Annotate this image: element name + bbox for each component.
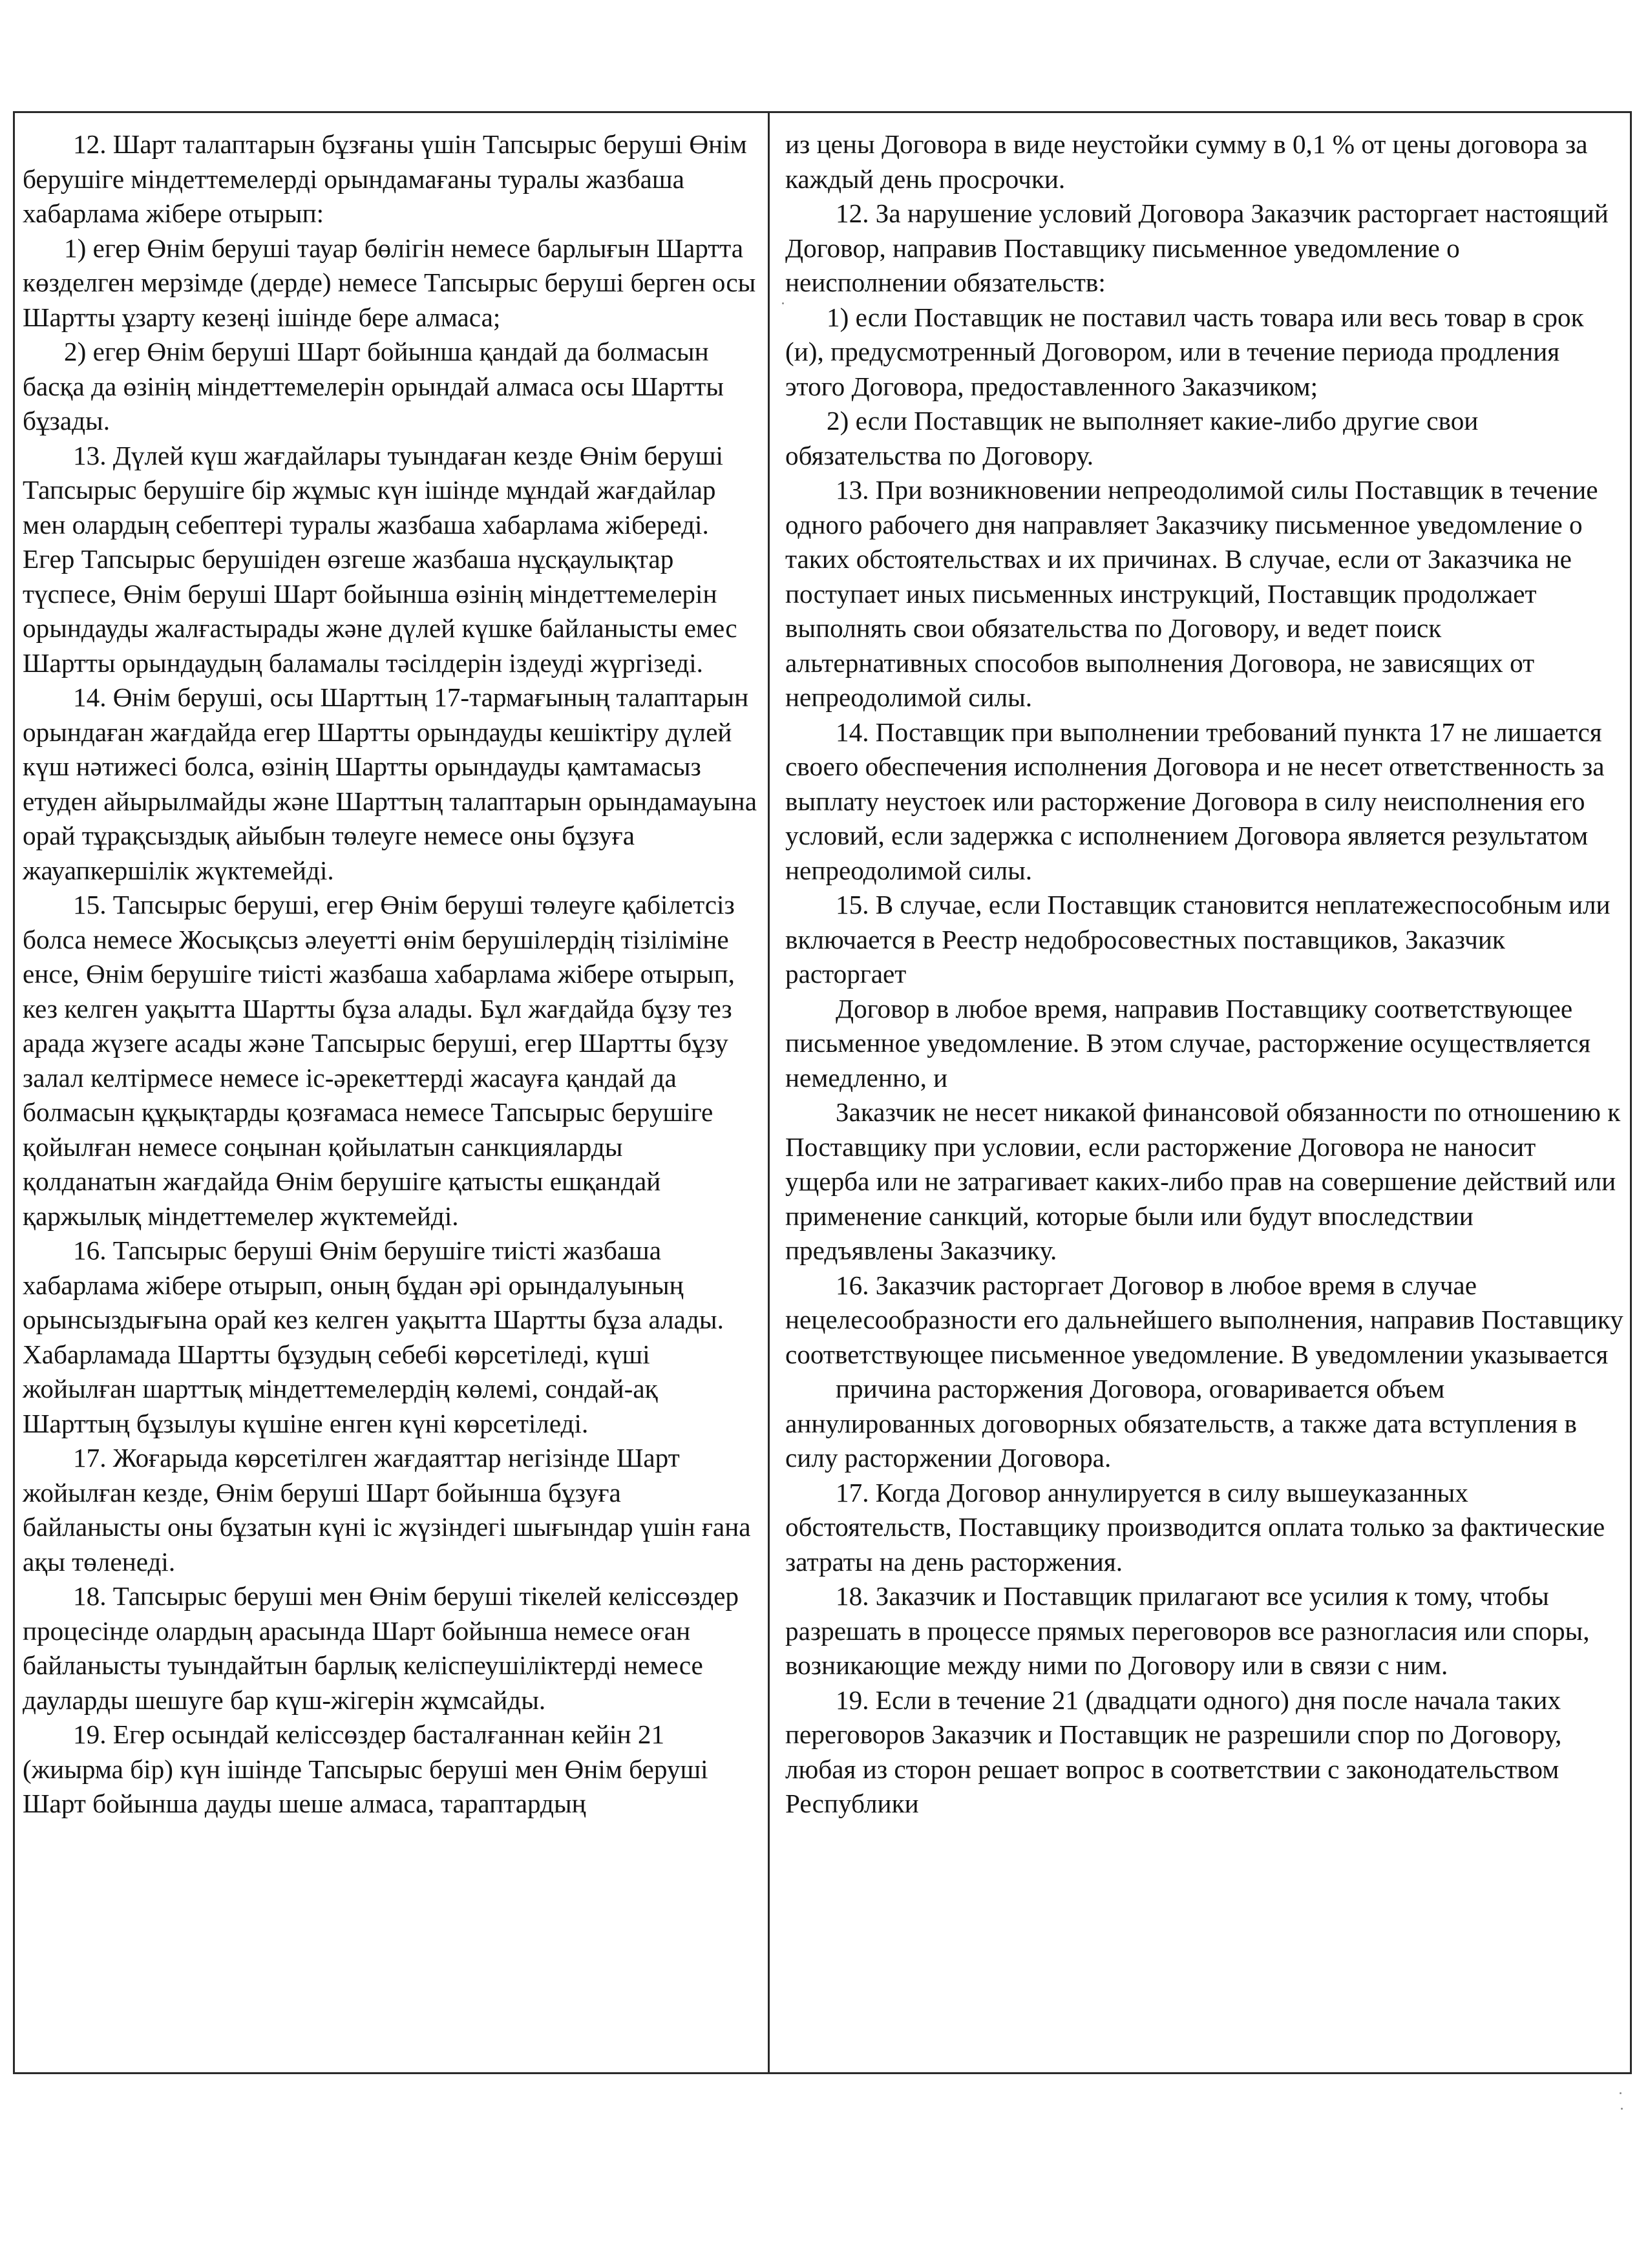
russian-paragraph: 12. За нарушение условий Договора Заказчик расторгает настоящий Договор, направив Поставщику письменное уведомление о неисполнении обязательств: xyxy=(785,198,1609,297)
russian-text-column xyxy=(770,113,1630,2072)
russian-paragraph: Договор в любое время, направив Поставщику соответствующее письменное уведомление. В этом случае, расторжение осуществляется немедленно, и xyxy=(785,993,1591,1093)
russian-paragraph: 2) если Поставщик не выполняет какие-либо другие свои обязательства по Договору. xyxy=(785,406,1479,470)
russian-paragraph: 18. Заказчик и Поставщик прилагают все усилия к тому, чтобы разрешать в процессе прямых переговоров все разногласия или споры, возникающие между ними по Договору или в связи с ним. xyxy=(785,1581,1590,1680)
kazakh-paragraph: 1) егер Өнім беруші тауар бөлігін немесе барлығын Шартта көзделген мерзімде (дерде) немесе Тапсырыс беруші берген осы Шартты ұзарту кезеңі ішінде бере алмаса; xyxy=(23,233,756,332)
russian-paragraph: 16. Заказчик расторгает Договор в любое время в случае нецелесообразности его дальнейшего выполнения, направив Поставщику соответствующее письменное уведомление. В уведомлении указывается xyxy=(785,1270,1623,1369)
kazakh-paragraph: 14. Өнім беруші, осы Шарттың 17-тармағының талаптарын орындаған жағдайда егер Шартты орындауды кешіктіру дүлей күш нәтижесі болса, өзінің Шартты орындауды қамтамасыз етуден айырылмайды және Шарттың талаптарын орындамауына орай тұрақсыздық айыбын төлеуге немесе оны бұзуға жауапкершілік жүктемейді. xyxy=(23,682,757,885)
scan-speck xyxy=(1620,2092,1622,2094)
russian-paragraph: Заказчик не несет никакой финансовой обязанности по отношению к Поставщику при условии, если расторжение Договора не наносит ущерба или не затрагивает каких-либо прав на совершение действий или применение санкций, которые были или будут впоследствии предъявлены Заказчику. xyxy=(785,1097,1621,1265)
russian-paragraph: причина расторжения Договора, оговаривается объем аннулированных договорных обязательств, а также дата вступления в силу расторжении Договора. xyxy=(785,1374,1577,1473)
kazakh-paragraph: 18. Тапсырыс беруші мен Өнім беруші тікелей келіссөздер процесінде олардың арасында Шарт бойынша немесе оған байланысты туындайтын барлық келіспеушіліктерді немесе дауларды шешуге бар күш-жігерін жұмсайды. xyxy=(23,1581,739,1715)
russian-paragraph: 19. Если в течение 21 (двадцати одного) дня после начала таких переговоров Заказчик и Поставщик не разрешили спор по Договору, любая из сторон решает вопрос в соответствии с законодательством Республики xyxy=(785,1685,1562,1818)
bilingual-contract-table xyxy=(13,111,1632,2074)
kazakh-paragraph: 15. Тапсырыс беруші, егер Өнім беруші төлеуге қабілетсіз болса немесе Жосықсыз әлеуетті өнім берушілердің тізіліміне енсе, Өнім берушіге тиісті жазбаша хабарлама жібере отырып, кез келген уақытта Шартты бұза алады. Бұл жағдайда бұзу тез арада жүзеге асады және Тапсырыс беруші, егер Шартты бұзу залал келтірмесе немесе іс-әрекеттерді жасауға қандай да болмасын құқықтарды қозғамаса немесе Тапсырыс берушіге қойылған немесе соңынан қойылатын санкцияларды қолданатын жағдайда Өнім берушіге қатысты ешқандай қаржылық міндеттемелер жүктемейді. xyxy=(23,890,735,1231)
kazakh-paragraph: 17. Жоғарыда көрсетілген жағдаяттар негізінде Шарт жойылған кезде, Өнім беруші Шарт бойынша бұзуға байланысты оны бұзатын күні іс жүзіндегі шығындар үшін ғана ақы төленеді. xyxy=(23,1443,751,1577)
russian-paragraph: 1) если Поставщик не поставил часть товара или весь товар в срок (и), предусмотренный Договором, или в течение периода продления этого Договора, предоставленного Заказчиком; xyxy=(785,302,1584,401)
scan-speck xyxy=(1621,2108,1623,2110)
scan-speck xyxy=(782,302,784,304)
kazakh-text-column xyxy=(15,113,770,2072)
kazakh-paragraph: 16. Тапсырыс беруші Өнім берушіге тиісті жазбаша хабарлама жібере отырып, оның бұдан әрі орындалуының орынсыздығына орай кез келген уақытта Шартты бұза алады. Хабарламада Шартты бұзудың себебі көрсетіледі, күші жойылған шарттық міндеттемелердің көлемі, сондай-ақ Шарттың бұзылуы күшіне енген күні көрсетіледі. xyxy=(23,1235,724,1438)
russian-paragraph: из цены Договора в виде неустойки сумму в 0,1 % от цены договора за каждый день просрочки. xyxy=(785,129,1588,194)
russian-paragraph: 13. При возникновении непреодолимой силы Поставщик в течение одного рабочего дня направляет Заказчику письменное уведомление о таких обстоятельствах и их причинах. В случае, если от Заказчика не поступает иных письменных инструкций, Поставщик продолжает выполнять свои обязательства по Договору, и ведет поиск альтернативных способов выполнения Договора, не зависящих от непреодолимой силы. xyxy=(785,475,1598,712)
kazakh-paragraph: 2) егер Өнім беруші Шарт бойынша қандай да болмасын басқа да өзінің міндеттемелерін орындай алмаса осы Шартты бұзады. xyxy=(23,337,724,436)
russian-paragraph: 14. Поставщик при выполнении требований пункта 17 не лишается своего обеспечения исполнения Договора и не несет ответственность за выплату неустоек или расторжение Договора в силу неисполнения его условий, если задержка с исполнением Договора является результатом непреодолимой силы. xyxy=(785,717,1605,885)
kazakh-paragraph: 19. Егер осындай келіссөздер басталғаннан кейін 21 (жиырма бір) күн ішінде Тапсырыс беруші мен Өнім беруші Шарт бойынша дауды шеше алмаса, тараптардың xyxy=(23,1719,708,1818)
russian-paragraph: 15. В случае, если Поставщик становится неплатежеспособным или включается в Реестр недобросовестных поставщиков, Заказчик расторгает xyxy=(785,890,1611,989)
kazakh-paragraph: 12. Шарт талаптарын бұзғаны үшін Тапсырыс беруші Өнім берушіге міндеттемелерді орындамағаны туралы жазбаша хабарлама жібере отырып: xyxy=(23,129,747,228)
kazakh-paragraph: 13. Дүлей күш жағдайлары туындаған кезде Өнім беруші Тапсырыс берушіге бір жұмыс күн ішінде мұндай жағдайлар мен олардың себептері туралы жазбаша хабарлама жібереді. Егер Тапсырыс берушіден өзгеше жазбаша нұсқаулықтар түспесе, Өнім беруші Шарт бойынша өзінің міндеттемелерін орындауды жалғастырады және дүлей күшке байланысты емес Шартты орындаудың баламалы тәсілдерін іздеуді жүргізеді. xyxy=(23,440,737,678)
russian-paragraph: 17. Когда Договор аннулируется в силу вышеуказанных обстоятельств, Поставщику производится оплата только за фактические затраты на день расторжения. xyxy=(785,1477,1605,1577)
